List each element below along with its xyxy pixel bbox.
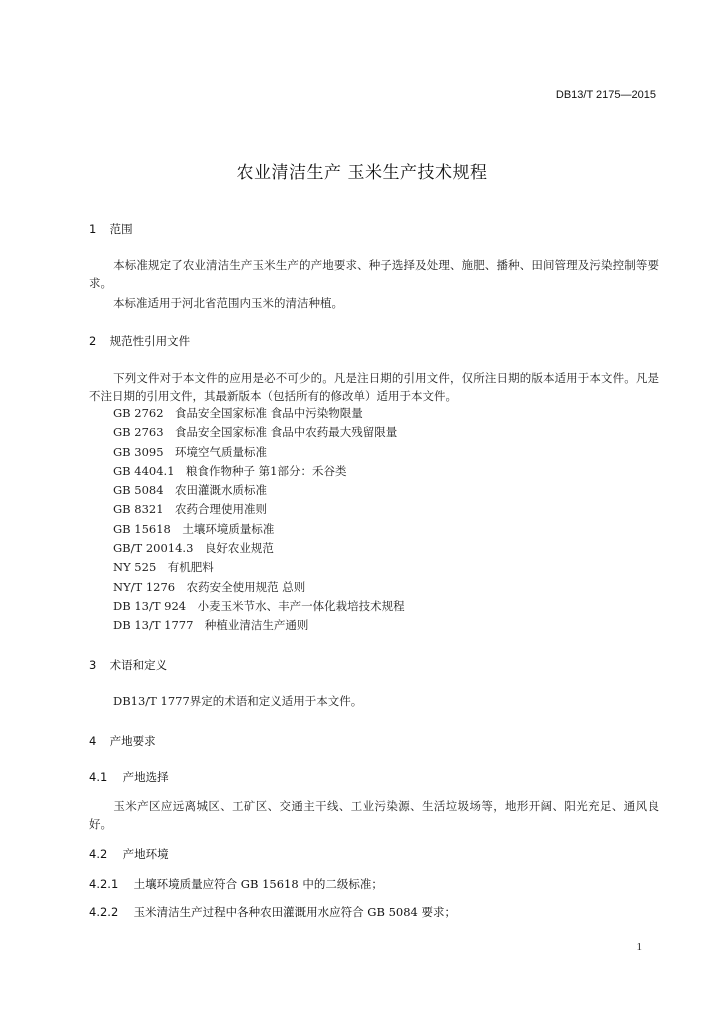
reference-item: GB 2762 食品安全国家标准 食品中污染物限量 (113, 406, 363, 420)
normative-references-list (113, 404, 405, 636)
section-number: 1 (89, 222, 97, 236)
section-number: 4.1 (89, 770, 108, 784)
section-1-paragraph-2: 本标准适用于河北省范围内玉米的清洁种植。 (113, 296, 343, 310)
section-title: 产地选择 (122, 770, 169, 784)
reference-item: DB 13/T 1777 种植业清洁生产通则 (113, 618, 309, 633)
section-number: 3 (89, 658, 97, 672)
section-1-paragraph-1: 本标准规定了农业清洁生产玉米生产的产地要求、种子选择及处理、施肥、播种、田间管理及污染控制等要求。 (89, 258, 659, 290)
section-number: 2 (89, 334, 97, 348)
reference-item: GB 8321 农药合理使用准则 (113, 502, 268, 517)
reference-item: DB 13/T 924 小麦玉米节水、丰产一体化栽培技术规程 (113, 598, 405, 613)
reference-item: GB 15618 土壤环境质量标准 (113, 521, 275, 536)
reference-item: GB 2763 食品安全国家标准 食品中农药最大残留限量 (113, 425, 398, 440)
section-1-heading (89, 221, 133, 237)
section-4-2-heading (89, 846, 169, 862)
section-number: 4 (89, 734, 97, 748)
section-title: 产地要求 (109, 734, 156, 748)
section-title: 产地环境 (122, 847, 169, 861)
section-4-1-heading (89, 769, 169, 785)
clause-number: 4.2.2 (89, 905, 119, 919)
reference-item: GB 4404.1 粮食作物种子 第1部分：禾谷类 (113, 463, 347, 478)
reference-item: GB 3095 环境空气质量标准 (113, 444, 268, 459)
page-number: 1 (636, 941, 642, 953)
reference-item: GB/T 20014.3 良好农业规范 (113, 541, 274, 556)
section-4-heading (89, 733, 156, 749)
section-title: 术语和定义 (109, 658, 168, 672)
section-3-heading (89, 657, 167, 673)
reference-item: GB 5084 农田灌溉水质标准 (113, 483, 268, 498)
section-4-1-paragraph-1: 玉米产区应远离城区、工矿区、交通主干线、工业污染源、生活垃圾场等，地形开阔、阳光充足、通风良好。 (89, 799, 659, 831)
clause-4-2-2 (89, 904, 456, 920)
clause-text: 玉米清洁生产过程中各种农田灌溉用水应符合 GB 5084 要求； (133, 905, 457, 919)
section-title: 规范性引用文件 (109, 334, 191, 348)
clause-number: 4.2.1 (89, 877, 119, 891)
section-2-heading (89, 333, 190, 349)
reference-item: NY 525 有机肥料 (113, 560, 214, 575)
section-2-paragraph-1: 下列文件对于本文件的应用是必不可少的。凡是注日期的引用文件，仅所注日期的版本适用于本文件。凡是不注日期的引用文件，其最新版本（包括所有的修改单）适用于本文件。 (89, 371, 659, 403)
document-code: DB13/T 2175—2015 (555, 89, 656, 101)
reference-item: NY/T 1276 农药安全使用规范 总则 (113, 579, 306, 594)
clause-text: 土壤环境质量应符合 GB 15618 中的二级标准； (133, 877, 383, 891)
section-title: 范围 (109, 222, 133, 236)
section-number: 4.2 (89, 847, 108, 861)
section-3-paragraph-1: DB13/T 1777界定的术语和定义适用于本文件。 (113, 694, 363, 708)
document-title: 农业清洁生产 玉米生产技术规程 (236, 163, 488, 183)
clause-4-2-1 (89, 876, 383, 892)
